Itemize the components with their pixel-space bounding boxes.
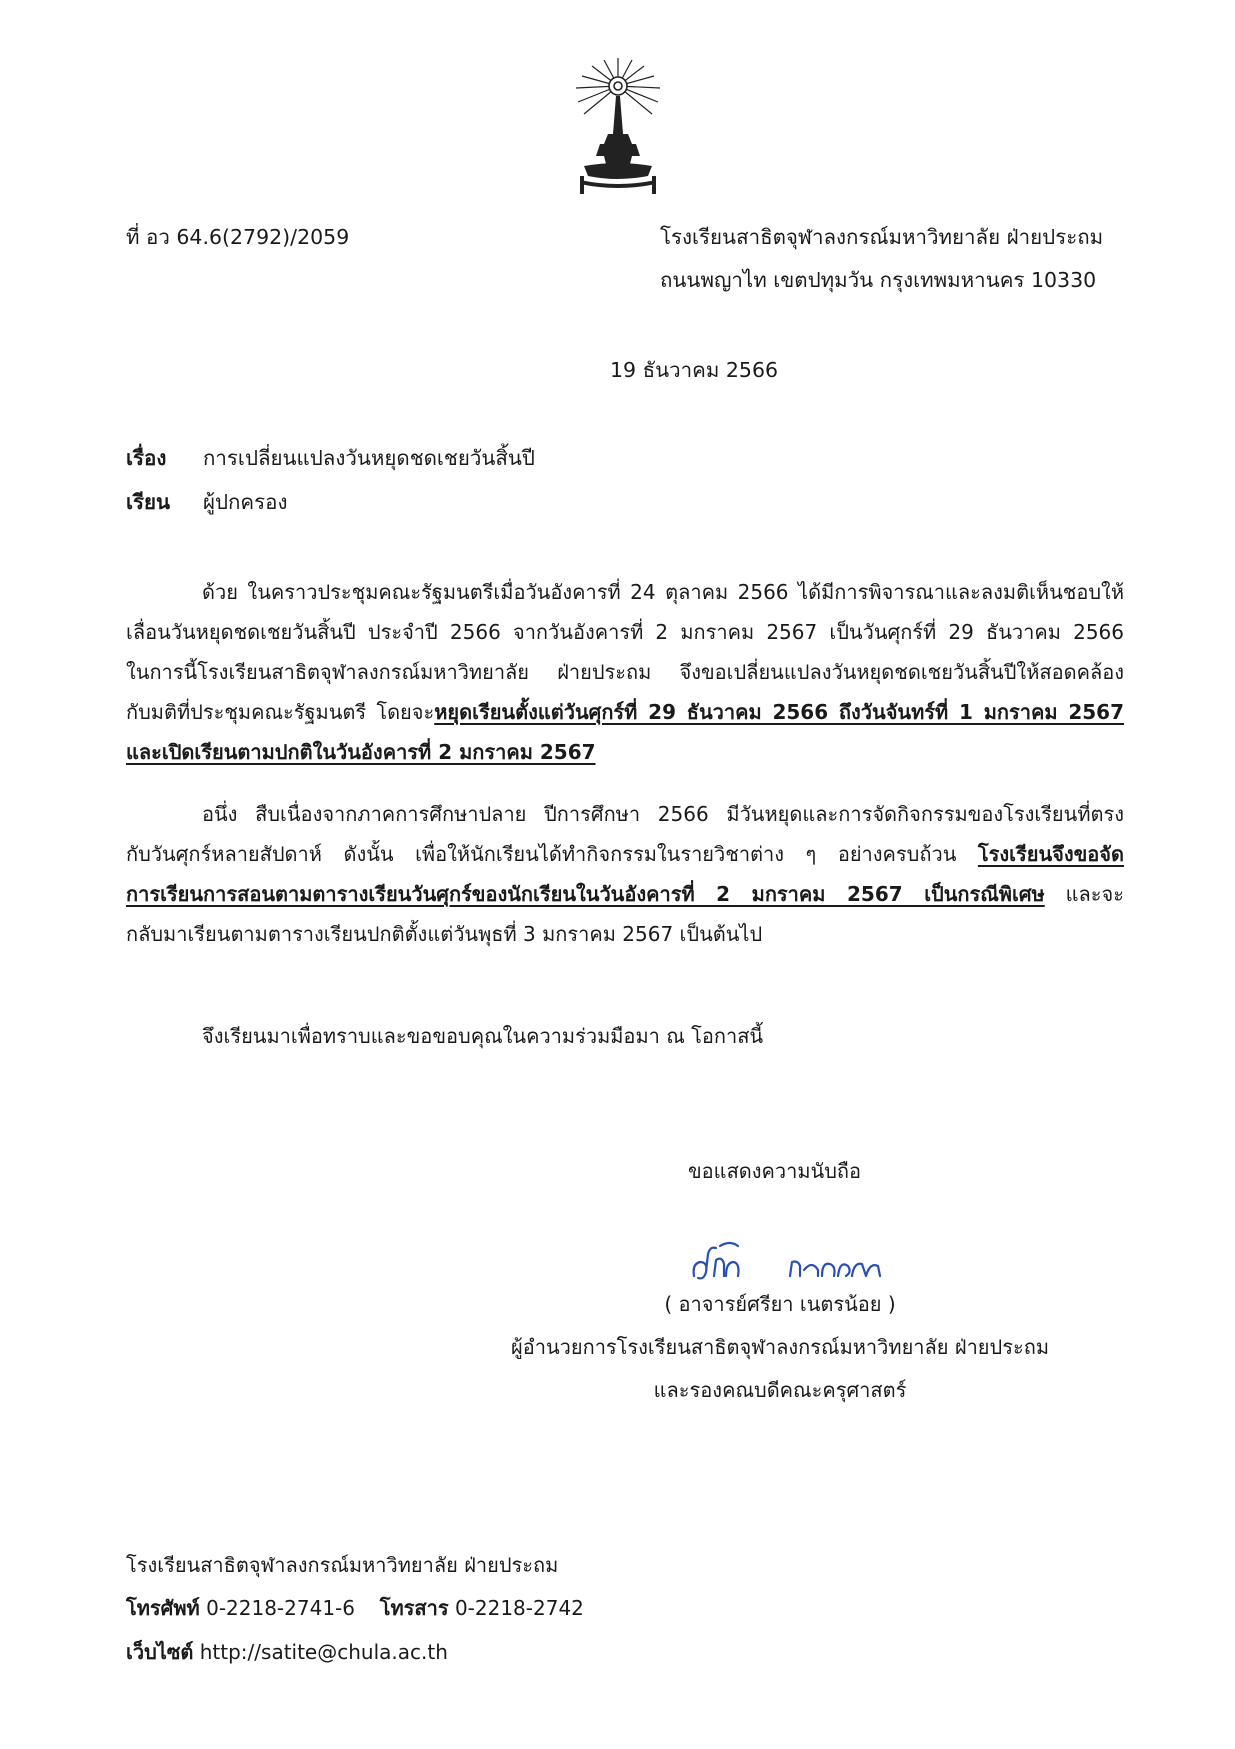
signatory-name: ( อาจารย์ศรียา เนตรน้อย ) bbox=[664, 1292, 896, 1316]
subject-text: การเปลี่ยนแปลงวันหยุดชดเชยวันสิ้นปี bbox=[203, 446, 535, 470]
body-line bbox=[126, 692, 1124, 732]
body-line bbox=[126, 834, 1124, 874]
closing-sentence: จึงเรียนมาเพื่อทราบและขอขอบคุณในความร่วมมือมา ณ โอกาสนี้ bbox=[202, 1024, 764, 1048]
signatory-position-2: และรองคณบดีคณะครุศาสตร์ bbox=[653, 1378, 907, 1402]
body-text: และจะ bbox=[1044, 882, 1124, 906]
footer-institution: โรงเรียนสาธิตจุฬาลงกรณ์มหาวิทยาลัย ฝ่ายประถม bbox=[126, 1553, 559, 1577]
body-line: อนึ่ง สืบเนื่องจากภาคการศึกษาปลาย ปีการศึกษา 2566 มีวันหยุดและการจัดกิจกรรมของโรงเรียนที่ตรง bbox=[202, 802, 1124, 826]
footer-contact bbox=[126, 1593, 584, 1623]
body-line: เลื่อนวันหยุดชดเชยวันสิ้นปี ประจำปี 2566 จากวันอังคารที่ 2 มกราคม 2567 เป็นวันศุกร์ที่ 29 ธันวาคม 2566 bbox=[126, 620, 1124, 644]
emphasis-text: การเรียนการสอนตามตารางเรียนวันศุกร์ของนักเรียนในวันอังคารที่ 2 มกราคม 2567 เป็นกรณีพิเศษ bbox=[126, 882, 1045, 906]
website-link[interactable]: http://satite@chula.ac.th bbox=[199, 1640, 448, 1664]
body-line bbox=[126, 874, 1124, 914]
institution-address: ถนนพญาไท เขตปทุมวัน กรุงเทพมหานคร 10330 bbox=[660, 268, 1097, 292]
signatory-position-1: ผู้อำนวยการโรงเรียนสาธิตจุฬาลงกรณ์มหาวิทยาลัย ฝ่ายประถม bbox=[511, 1335, 1049, 1359]
body-line: ในการนี้โรงเรียนสาธิตจุฬาลงกรณ์มหาวิทยาลัย ฝ่ายประถม จึงขอเปลี่ยนแปลงวันหยุดชดเชยวันสิ้นปีให้สอดคล้อง bbox=[126, 660, 1124, 684]
emphasis-text: โรงเรียนจึงขอจัด bbox=[977, 842, 1124, 866]
website-label: เว็บไซต์ bbox=[126, 1640, 194, 1664]
body-text: กับมติที่ประชุมคณะรัฐมนตรี โดยจะ bbox=[126, 700, 435, 724]
recipient-text: ผู้ปกครอง bbox=[203, 490, 288, 514]
phone-number: 0-2218-2741-6 bbox=[206, 1596, 355, 1620]
letter-date: 19 ธันวาคม 2566 bbox=[610, 358, 779, 382]
footer-website-row bbox=[126, 1637, 448, 1667]
fax-label: โทรสาร bbox=[379, 1596, 449, 1620]
body-text: กับวันศุกร์หลายสัปดาห์ ดังนั้น เพื่อให้นักเรียนได้ทำกิจกรรมในรายวิชาต่าง ๆ อย่างครบถ้วน bbox=[126, 842, 978, 866]
emphasis-text: และเปิดเรียนตามปกติในวันอังคารที่ 2 มกราคม 2567 bbox=[126, 740, 596, 764]
reference-number: ที่ อว 64.6(2792)/2059 bbox=[126, 225, 350, 249]
body-paragraph-1 bbox=[126, 572, 1124, 772]
emphasis-text: หยุดเรียนตั้งแต่วันศุกร์ที่ 29 ธันวาคม 2566 ถึงวันจันทร์ที่ 1 มกราคม 2567 bbox=[434, 700, 1124, 724]
recipient-label: เรียน bbox=[126, 490, 171, 514]
handwritten-signature bbox=[686, 1236, 896, 1290]
institution-name: โรงเรียนสาธิตจุฬาลงกรณ์มหาวิทยาลัย ฝ่ายประถม bbox=[660, 225, 1104, 249]
chula-emblem-icon bbox=[570, 56, 666, 196]
subject-label: เรื่อง bbox=[126, 446, 167, 470]
phone-label: โทรศัพท์ bbox=[126, 1596, 200, 1620]
body-line: ด้วย ในคราวประชุมคณะรัฐมนตรีเมื่อวันอังคารที่ 24 ตุลาคม 2566 ได้มีการพิจารณาและลงมติเห็นชอบให้ bbox=[202, 580, 1124, 604]
salutation: ขอแสดงความนับถือ bbox=[688, 1159, 862, 1183]
body-paragraph-2 bbox=[126, 794, 1124, 954]
body-line: กลับมาเรียนตามตารางเรียนปกติตั้งแต่วันพุธที่ 3 มกราคม 2567 เป็นต้นไป bbox=[126, 922, 763, 946]
fax-number: 0-2218-2742 bbox=[454, 1596, 584, 1620]
